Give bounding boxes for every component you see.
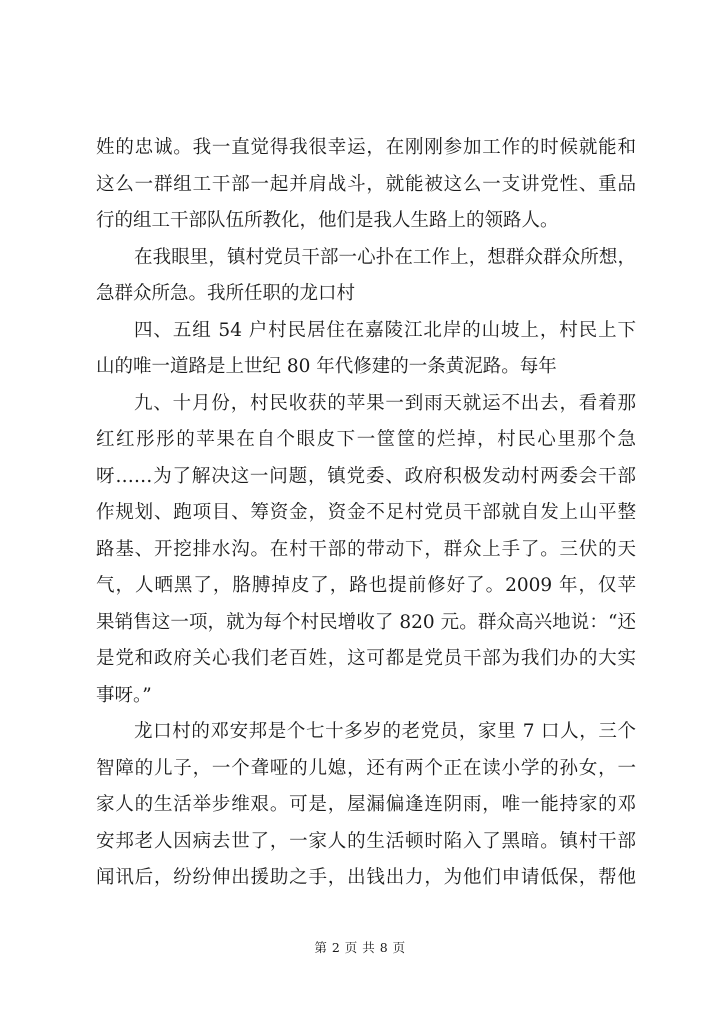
text-line: 急群众所急。我所任职的龙口村 [96, 283, 356, 304]
text-line: 四、五组 54 户村民居住在嘉陵江北岸的山坡上，村民上下 [134, 319, 636, 341]
text-line: 气，人晒黑了，胳膊掉皮了，路也提前修好了。2009 年，仅苹 [96, 575, 636, 596]
text-line: 是党和政府关心我们老百姓，这可都是党员干部为我们办的大实 [96, 648, 636, 669]
text-line: 红红彤彤的苹果在自个眼皮下一筐筐的烂掉，村民心里那个急 [96, 429, 636, 450]
text-line: 闻讯后，纷纷伸出援助之手，出钱出力，为他们申请低保，帮他 [96, 867, 636, 888]
text-line: 九、十月份，村民收获的苹果一到雨天就运不出去，看着那 [134, 392, 636, 414]
text-line: 事呀。” [96, 684, 152, 706]
page-number-footer: 第 2 页 共 8 页 [314, 940, 406, 955]
text-line: 这么一群组工干部一起并肩战斗，就能被这么一支讲党性、重品 [96, 173, 636, 195]
text-line: 龙口村的邓安邦是个七十多岁的老党员，家里 7 口人，三个 [134, 721, 636, 742]
text-line: 果销售这一项，就为每个村民增收了 820 元。群众高兴地说：“还 [96, 611, 636, 633]
text-line: 作规划、跑项目、筹资金，资金不足村党员干部就自发上山平整 [96, 502, 636, 523]
text-line: 家人的生活举步维艰。可是，屋漏偏逢连阴雨，唯一能持家的邓 [96, 794, 636, 815]
text-line: 路基、开挖排水沟。在村干部的带动下，群众上手了。三伏的天 [96, 538, 636, 560]
text-line: 在我眼里，镇村党员干部一心扑在工作上，想群众群众所想， [134, 246, 636, 268]
text-line: 安邦老人因病去世了，一家人的生活顿时陷入了黑暗。镇村干部 [96, 830, 636, 852]
document-body [96, 130, 636, 897]
text-line: 智障的儿子，一个聋哑的儿媳，还有两个正在读小学的孙女，一 [96, 757, 636, 779]
text-line: 行的组工干部队伍所教化，他们是我人生路上的领路人。 [96, 210, 559, 231]
text-line: 姓的忠诚。我一直觉得我很幸运，在刚刚参加工作的时候就能和 [96, 137, 636, 158]
text-line: 山的唯一道路是上世纪 80 年代修建的一条黄泥路。每年 [96, 356, 557, 377]
text-line: 呀……为了解决这一问题，镇党委、政府积极发动村两委会干部 [96, 465, 636, 487]
